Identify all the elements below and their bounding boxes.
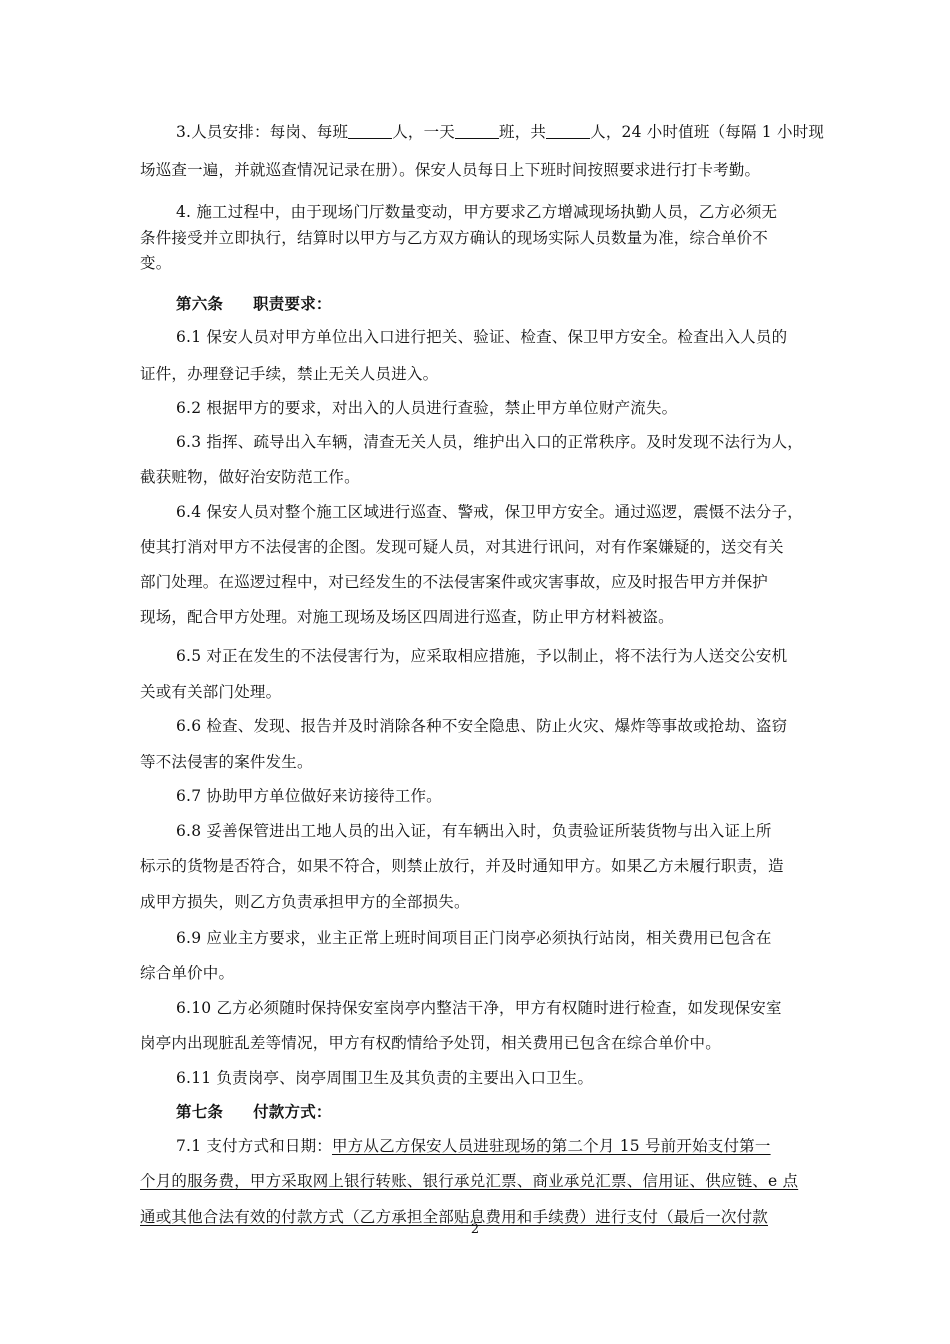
- clause-6-10-line-1: 6.10 乙方必须随时保持保安室岗亭内整洁干净，甲方有权随时进行检查，如发现保安室: [176, 999, 782, 1017]
- item-4-line-3: 变。: [140, 254, 172, 272]
- clause-6-8-line-2: 标示的货物是否符合，如果不符合，则禁止放行，并及时通知甲方。如果乙方未履行职责，造: [140, 857, 784, 875]
- item-3-text: 班，共: [499, 123, 547, 141]
- item-3-line-2: 场巡查一遍，并就巡查情况记录在册）。保安人员每日上下班时间按照要求进行打卡考勤。: [140, 161, 761, 179]
- item-3-text: 3.人员安排：每岗、每班: [176, 123, 349, 141]
- item-3-line-1: [176, 122, 825, 142]
- article-number: 第六条: [176, 294, 224, 313]
- clause-6-3-line-1: 6.3 指挥、疏导出入车辆，清查无关人员，维护出入口的正常秩序。及时发现不法行为人，: [176, 433, 803, 451]
- clause-7-1-line-3: 通或其他合法有效的付款方式（乙方承担全部贴息费用和手续费）进行支付（最后一次付款: [140, 1208, 769, 1226]
- fill-in-blank: [455, 124, 499, 139]
- fill-in-blank: [546, 124, 590, 139]
- item-4-line-2: 条件接受并立即执行，结算时以甲方与乙方双方确认的现场实际人员数量为准，综合单价不: [140, 229, 769, 247]
- item-4-line-1: 4. 施工过程中，由于现场门厅数量变动，甲方要求乙方增减现场执勤人员，乙方必须无: [176, 203, 778, 221]
- clause-6-5-line-2: 关或有关部门处理。: [140, 683, 282, 701]
- clause-6-2-line-1: 6.2 根据甲方的要求，对出入的人员进行查验，禁止甲方单位财产流失。: [176, 399, 678, 417]
- clause-6-6-line-1: 6.6 检查、发现、报告并及时消除各种不安全隐患、防止火灾、爆炸等事故或抢劫、盗窃: [176, 717, 788, 735]
- clause-6-7-line-1: 6.7 协助甲方单位做好来访接待工作。: [176, 787, 442, 805]
- clause-7-1-line-2: 个月的服务费，甲方采取网上银行转账、银行承兑汇票、商业承兑汇票、信用证、供应链、e 点: [140, 1172, 799, 1190]
- clause-6-4-line-3: 部门处理。在巡逻过程中，对已经发生的不法侵害案件或灾害事故，应及时报告甲方并保护: [140, 573, 769, 591]
- clause-6-4-line-2: 使其打消对甲方不法侵害的企图。发现可疑人员，对其进行讯问，对有作案嫌疑的，送交有关: [140, 538, 784, 556]
- clause-6-1-line-2: 证件，办理登记手续，禁止无关人员进入。: [140, 365, 439, 383]
- underlined-text: 甲方从乙方保安人员进驻现场的第二个月 15 号前开始支付第一: [331, 1137, 771, 1155]
- item-3-text: 人，一天: [392, 123, 456, 141]
- article-7-heading: [176, 1102, 812, 1122]
- clause-6-3-line-2: 截获赃物，做好治安防范工作。: [140, 468, 360, 486]
- article-number: 第七条: [176, 1102, 224, 1121]
- clause-7-1-line-1: [176, 1136, 812, 1156]
- page-number: 2: [470, 1222, 480, 1237]
- clause-6-9-line-1: 6.9 应业主方要求，业主正常上班时间项目正门岗亭必须执行站岗，相关费用已包含在: [176, 929, 772, 947]
- clause-6-1-line-1: 6.1 保安人员对甲方单位出入口进行把关、验证、检查、保卫甲方安全。检查出入人员的: [176, 328, 788, 346]
- article-title: 职责要求：: [253, 294, 332, 313]
- clause-6-8-line-1: 6.8 妥善保管进出工地人员的出入证，有车辆出入时，负责验证所装货物与出入证上所: [176, 822, 772, 840]
- clause-6-4-line-1: 6.4 保安人员对整个施工区域进行巡查、警戒，保卫甲方安全。通过巡逻，震慑不法分子，: [176, 503, 803, 521]
- item-3-text: 人，24 小时值班（每隔 1 小时现: [590, 123, 825, 141]
- clause-6-6-line-2: 等不法侵害的案件发生。: [140, 753, 313, 771]
- clause-prefix: 7.1 支付方式和日期：: [176, 1137, 332, 1155]
- article-6-heading: [176, 294, 812, 314]
- article-title: 付款方式：: [253, 1102, 332, 1121]
- clause-6-11-line-1: 6.11 负责岗亭、岗亭周围卫生及其负责的主要出入口卫生。: [176, 1069, 594, 1087]
- clause-6-9-line-2: 综合单价中。: [140, 964, 235, 982]
- clause-6-8-line-3: 成甲方损失，则乙方负责承担甲方的全部损失。: [140, 893, 470, 911]
- clause-6-5-line-1: 6.5 对正在发生的不法侵害行为，应采取相应措施，予以制止，将不法行为人送交公安机: [176, 647, 788, 665]
- clause-6-4-line-4: 现场，配合甲方处理。对施工现场及场区四周进行巡查，防止甲方材料被盗。: [140, 608, 674, 626]
- clause-6-10-line-2: 岗亭内出现脏乱差等情况，甲方有权酌情给予处罚，相关费用已包含在综合单价中。: [140, 1034, 721, 1052]
- fill-in-blank: [348, 124, 392, 139]
